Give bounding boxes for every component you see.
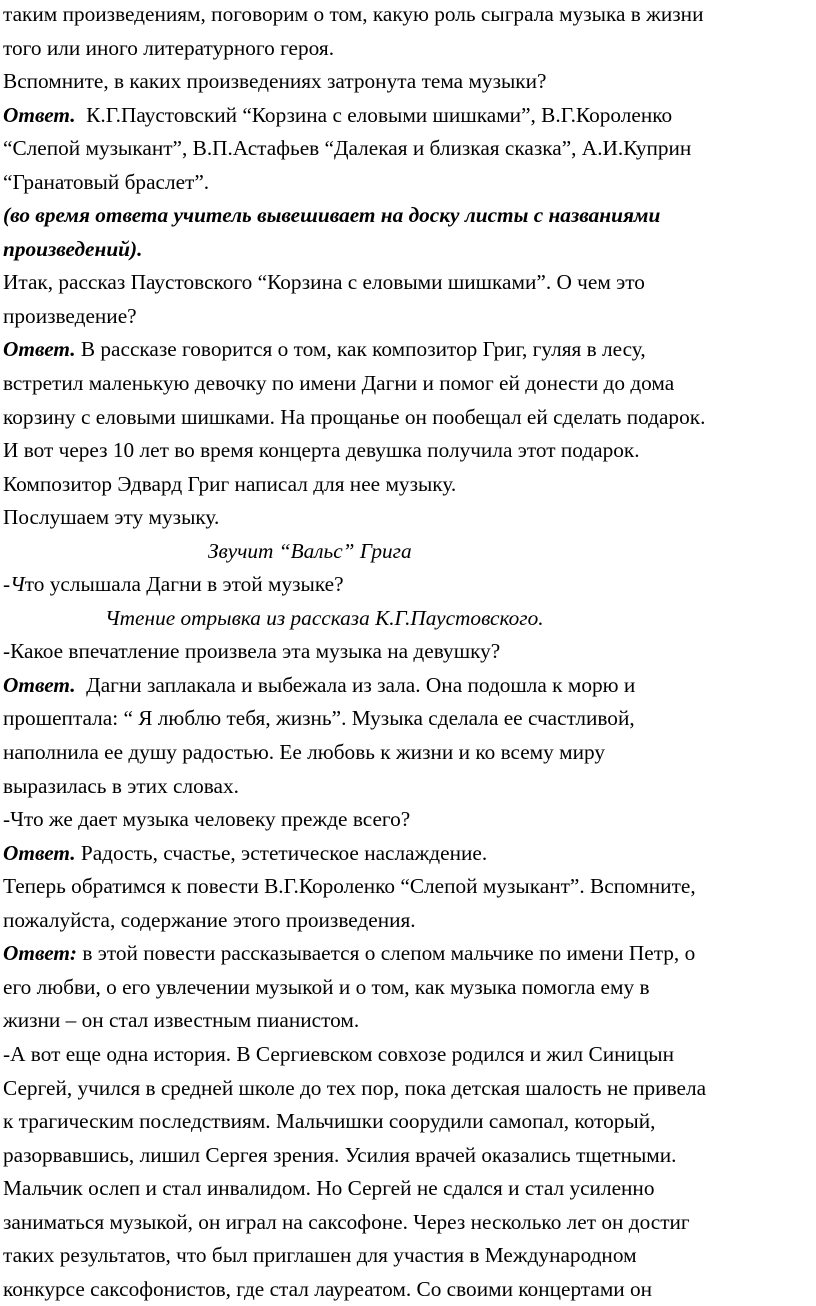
text-line: к трагическим последствиям. Мальчишки соорудили самопал, который,: [3, 1109, 656, 1134]
document-page: [3, 0, 813, 1306]
text-line: произведение?: [3, 303, 137, 328]
question-line: [3, 568, 813, 602]
text-line: его любви, о его увлечении музыкой и о том, как музыка помогла ему в: [3, 974, 650, 999]
teacher-note: (во время ответа учитель вывешивает на доску листы с названиями: [3, 203, 661, 228]
answer-text: Радость, счастье, эстетическое наслаждение.: [75, 840, 488, 865]
question-line: -Что же дает музыка человеку прежде всего?: [3, 807, 411, 832]
question-line: -Какое впечатление произвела эта музыка на девушку?: [3, 639, 501, 664]
answer-label: Ответ.: [3, 672, 76, 697]
answer-label: Ответ.: [3, 840, 76, 865]
question-text: то услышала Дагни в этой музыке?: [24, 572, 344, 597]
text-line: Итак, рассказ Паустовского “Корзина с еловыми шишками”. О чем это: [3, 270, 645, 295]
text-line: корзину с еловыми шишками. На прощанье он пообещал ей сделать подарок.: [3, 404, 706, 429]
teacher-note: произведений).: [3, 236, 143, 261]
answer-label: Ответ.: [3, 337, 76, 362]
answer-line: [3, 837, 813, 871]
text-line: наполнила ее душу радостью. Ее любовь к жизни и ко всему миру: [3, 740, 606, 765]
text-line: Теперь обратимся к повести В.Г.Короленко “Слепой музыкант”. Вспомните,: [3, 874, 696, 899]
text-line: заниматься музыкой, он играл на саксофоне. Через несколько лет он достиг: [3, 1209, 690, 1234]
answer-line: [3, 669, 813, 703]
answer-text: Дагни заплакала и выбежала из зала. Она подошла к морю и: [75, 672, 636, 697]
music-note: Звучит “Вальс” Грига: [208, 538, 412, 563]
text-line: таким произведениям, поговорим о том, какую роль сыграла музыка в жизни: [3, 2, 704, 26]
text-line: разорвавшись, лишил Сергея зрения. Усилия врачей оказались тщетными.: [3, 1142, 677, 1167]
italic-letter: Ч: [10, 572, 25, 597]
text-line: Сергей, учился в средней школе до тех пор, пока детская шалость не привела: [3, 1075, 707, 1100]
text-line: жизни – он стал известным пианистом.: [3, 1008, 360, 1033]
answer-text: В рассказе говорится о том, как композитор Григ, гуляя в лесу,: [75, 337, 646, 362]
text-line: конкурсе саксофонистов, где стал лауреатом. Со своими концертами он: [3, 1276, 653, 1301]
text-line: того или иного литературного героя.: [3, 35, 335, 60]
answer-line: [3, 937, 813, 971]
answer-label: Ответ.: [3, 102, 76, 127]
text-line: выразилась в этих словах.: [3, 773, 239, 798]
text-line: таких результатов, что был приглашен для участия в Международном: [3, 1243, 637, 1268]
reading-note: Чтение отрывка из рассказа К.Г.Паустовского.: [105, 605, 544, 630]
answer-text: в этой повести рассказывается о слепом мальчике по имени Петр, о: [77, 941, 696, 966]
text-line: Мальчик ослеп и стал инвалидом. Но Сергей не сдался и стал усиленно: [3, 1176, 655, 1201]
question-line: Вспомните, в каких произведениях затронута тема музыки?: [3, 69, 547, 94]
answer-line: [3, 99, 813, 133]
text-line: Композитор Эдвард Григ написал для нее музыку.: [3, 471, 457, 496]
answer-line: [3, 333, 813, 367]
answer-label: Ответ:: [3, 941, 78, 966]
text-line: “Слепой музыкант”, В.П.Астафьев “Далекая и близкая сказка”, А.И.Куприн: [3, 136, 692, 161]
text-line: И вот через 10 лет во время концерта девушка получила этот подарок.: [3, 438, 640, 463]
text-line: “Гранатовый браслет”.: [3, 169, 210, 194]
text-line: Послушаем эту музыку.: [3, 505, 220, 530]
text-line: встретил маленькую девочку по имени Дагни и помог ей донести до дома: [3, 371, 675, 396]
text-line: прошептала: “ Я люблю тебя, жизнь”. Музыка сделала ее счастливой,: [3, 706, 635, 731]
text-line: -А вот еще одна история. В Сергиевском совхозе родился и жил Синицын: [3, 1041, 674, 1066]
answer-text: К.Г.Паустовский “Корзина с еловыми шишками”, В.Г.Короленко: [75, 102, 673, 127]
text-line: пожалуйста, содержание этого произведения.: [3, 907, 416, 932]
dash: -: [3, 572, 11, 597]
